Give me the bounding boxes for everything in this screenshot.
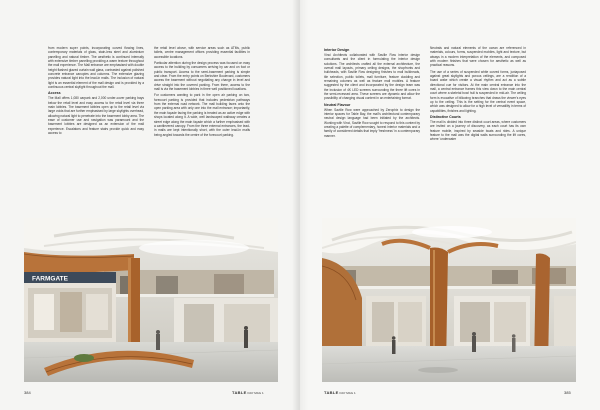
left-column-2 — [154, 46, 250, 139]
left-folio — [24, 390, 31, 395]
magazine-name: TABLE — [232, 390, 247, 395]
mall-atrium-image — [322, 218, 576, 382]
right-column-1 — [324, 46, 420, 140]
body-paragraph: the retail level above, with service areas such as ATMs, public toilets, centre management offices providing essential facilities in accessible locations. — [154, 46, 250, 59]
left-column-1 — [48, 46, 144, 137]
store-sign-text: FARMGATE — [32, 275, 68, 283]
body-paragraph: from modern super points, incorporating curved flowing lines, contemporary materials of glass, stain-less steel and aluminium panelling and natural timber. The aesthetic is continued internally with extensive timber panelling providing a warm texture throughout the mall experience. The Mall entrance are emphasised with double height flashed glazed curtain wall glass, contrasted against polished concrete entrance canopies and columns. The extensive glazing provides natural light into the lead-in malls. The inclusion of natural light is an essential element of the mall design and is provided by a continuous central skylight throughout the mall. — [48, 46, 144, 90]
body-paragraph: The mall is divided into three distinct court areas, where customers are invited on a journey of discovery, as each court has its own feature mobile, inspired by seaside boats and rides. A unique feature to the mall was the digital walls surrounding the lift cores, where 'underwater — [430, 120, 526, 142]
left-magazine-label — [232, 390, 264, 396]
page-number: 385 — [564, 390, 571, 395]
page-number: 384 — [24, 390, 31, 395]
right-folio — [564, 390, 571, 395]
section-heading: Neutral Flavour — [324, 102, 351, 107]
right-photo-mall-interior — [322, 218, 576, 382]
section-heading: Interior Design — [324, 48, 350, 52]
body-paragraph: The use of a series of suspended white curved forms, juxtaposed against great skylights and porous ceilings, are a rendition of a board wake which create a visual rhythm and act as a subtle directional cue for visitors. At the main central entrance into the mall, a central entrance frames this view down to the main central court where a skeletal bowl hull is suspended in mid-air. The ceiling form is evocative of billowing branches that draws the viewer's eyes up to the ceiling. This is the setting for the central event space, which was designed to allow for a high level of versatility in terms of capabilities, finishes and lighting. — [430, 69, 526, 113]
magazine-issue: DAY MAG 1 — [339, 391, 356, 395]
body-paragraph: For customers wanting to park in the open air parking on two, forecourt parking is provided that includes pedestrian pathways from the external road network. The mall building faces onto the open parking area with only one into the mall entrance; importantly, the main façade facing the parking is treated as an active edge with shops located along it. A wide, well landscaped walkway creates a street edge along the main façade which a further emphasised with a cantilevered canopy. From the three external entrances, the lead-in malls are kept intentionally short, with the outer lead-in malls being angled towards the centre of the forecourt parking. — [154, 93, 250, 137]
body-paragraph: Neutrals and natural elements of the ocean are referenced in materials, colours, forms, suspended mobiles, light and texture, but always in a modern interpretation of the elements, and composed with modern finishes that were chosen for aesthetic as well as practical reasons. — [430, 46, 526, 68]
left-photo-mall-interior — [24, 218, 278, 382]
section-heading: Access — [48, 91, 61, 96]
right-page — [300, 0, 600, 410]
section-heading: Distinctive Courts — [430, 115, 461, 120]
right-column-2 — [430, 46, 526, 144]
magazine-issue: DAY MAG 1 — [247, 391, 264, 395]
mall-interior-image — [24, 218, 278, 382]
magazine-name: TABLE — [324, 390, 339, 395]
body-paragraph: When Saville Row were approached by Zerophix to design the interior spaces for Table Bay, the mall's architectural contemporary neutral design language had been initiated by the architects. Working with Vinci, Saville Row sought to respond to this context by creating a palette of complementary, honest interior materials and a family of considered details that imply 'freshness' in a contemporary manner. — [324, 107, 420, 138]
right-magazine-label — [324, 390, 356, 396]
body-paragraph: The Mall offers 1,080 carpark and 2,000 under-cover parking bays below the retail level and easy access to the retail level via three main lobbies. The basement lobbies open up to the retail level via large voids that are further emphasised by large skylights overhead, allowing natural light to penetrate into the basement lobby area. The ease of customer use and navigation was paramount and the basement lobbies are designed as an extension of the mall experience. Escalators and feature stairs provide quick and easy access to — [48, 96, 144, 136]
body-paragraph: Vinci Architects collaborated with Saville Row interior design consultants and the client in formulating the interior design solutions. The architects crafted all the external architecture, the overall mall layouts, primary ceiling designs, the shopfronts and bulkheads, with Saville Row designing finishes to mall bulkheads, tile selection, public toilets, mall furniture, feature cladding and remaining columns as well as feature mall mobiles. A feature suggested by the client and incorporated by the design team was the inclusion of 4K LED screens surrounding the three lift cores in the semi-recessed area. These screens are dynamic and allow the possibility of changing visual content in an entertaining format. — [324, 52, 420, 101]
body-paragraph: Particular attention during the design process was focused on easy access to the building by consumers arriving by car and on foot or public transport. Access to the semi-basement parking is simple and clear. From the entry points on Berkshire Boulevard, customers access the basement without negotiating any change in level and drive straight into the covered parking. From there, access to the mall is via the basement lobbies in three well positioned locations. — [154, 61, 250, 92]
